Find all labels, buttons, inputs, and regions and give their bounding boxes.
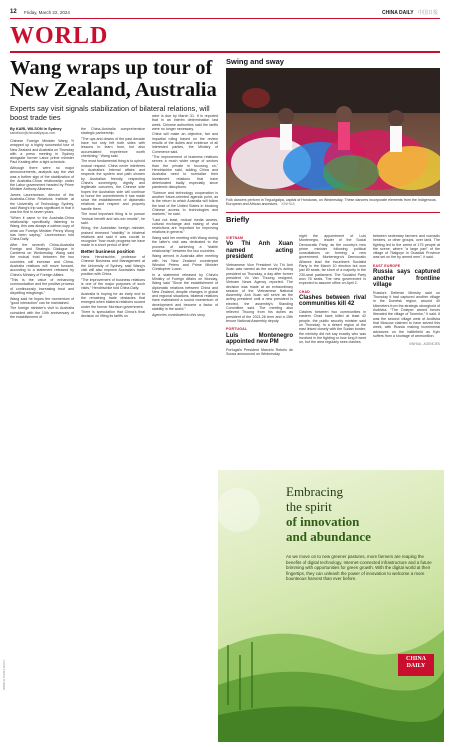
logo-text-2: DAILY	[406, 663, 426, 669]
briefly-col-2	[299, 234, 366, 465]
paragraph: "The improvement of business relations is one of the major purposes of such visits," Hendrischke told China Daily.	[81, 277, 145, 291]
byline: By KARL WILSON in Sydney	[10, 127, 62, 131]
paragraph: wine is due by March 31. It is reported that in an interim determination last week, Chinese authorities said the tariffs were no longer necessary.	[152, 114, 218, 131]
feature-block	[226, 57, 440, 207]
paragraph: "Last not least, mutual media access, cultural exchange and easing of visa restrictions are important for improving relations in general."	[152, 217, 218, 235]
brief-body: Russia's Defense Ministry said on Thursday it had captured another village in the Donetsk region, around 40 kilometers from the strategic stronghold of Avdiivka. "The Dnieper armed forces liberated the village of Tonenke," it said. It was the second village west of Avdiivka that Moscow claimed to have seized this week, with Russia making incremental advances on the battlefield as Kyiv suffers from a shortage of ammunition.	[373, 290, 440, 338]
caption-text: Folk dancers perform in Tegucigalpa, capital of Honduras, on Wednesday. These dancers incorporate elements from the Indigenous, European and African ancestors.	[226, 198, 437, 207]
paragraph: "The improvement of business relations serves a much wider range of sectors than the private in focusing on," Hendrischke said, adding China and Australia need to normalize their investment relations that have deteriorated badly especially since pandemic disruptions.	[152, 155, 218, 190]
paragraph: Wang said her meeting with Wang during the latter's visit was dedicated to the process of achieving a "stable relationship" between the two countries.	[152, 235, 218, 253]
paragraph: the China-Australia comprehensive strategic partnership.	[81, 127, 145, 136]
main-headline: Wang wraps up tour of New Zealand, Australia	[10, 57, 217, 101]
paragraph: "This is the value of enhancing communication and the positive process of continuously increasing trust and dispelling misgivings."	[10, 278, 74, 296]
feature-title: Swing and sway	[226, 57, 284, 66]
paragraph: The most fundamental thing is to uphold mutual respect. China never interferes in Australia's internal affairs and respects the system and path chosen by Australian friendly, respecting China's sovereignty, dignity and legitimate concerns, the Chinese side hopes the Australian side will continue to honor the commitments it has made since the establishment of diplomatic relations and respect and properly handle them.	[81, 159, 145, 211]
paragraph: Although there were no major announcements, analysts say the visit was a further sign of the stabilization of the Australia-China relationship under the Labor government headed by Prime Minister Anthony Albanese.	[10, 165, 74, 192]
region-label: VIETNAM	[226, 236, 244, 240]
paragraph: Hans Hendrischke, professor of Chinese Business and Management at the University of Sydney, said Wang's visit will also improve Australia's trade position with China.	[81, 255, 145, 277]
paragraph: Wang said he hopes the momentum of "good interaction" can be maintained.	[10, 296, 74, 305]
paragraph: The foreign minister's visit to Australia coincided with the 10th anniversary of the establishment of	[10, 306, 74, 319]
page-number: 12	[10, 9, 17, 15]
paragraph: Wong, the Australian foreign minister, praised renewed "stability" in bilateral relations and said it was crucial to recognize "how much progress we have made in a short period of time".	[81, 226, 145, 248]
paragraph: Australia is hoping for an early end to the remaining trade obstacles that emerged when bilateral relations soured under the former Morrison government.	[81, 291, 145, 309]
main-col-1	[10, 139, 74, 449]
paragraph: Wang arrived in Australia after meeting with his New Zealand counterpart Winston Peters and Prime Minister Christopher Luxon.	[152, 254, 218, 272]
brief-body: between sedentary farmers and nomadic herders, or other groups, over land. The fighting led to the arrest of 175 people at the scene, where "a large part" of the village of Tilalgoye in Ouaddai Province was set on fire by armed men", it said.	[373, 234, 440, 260]
feature-caption	[226, 198, 440, 206]
agency-note: Agencies contributed to this story.	[152, 312, 206, 317]
feature-divider	[226, 212, 440, 213]
brief-body: Vietnamese Vice President Vo Thi Anh Xuan was named as the country's acting president on Thursday, a day after former president Vo Van Thuong resigned, Vietnam News Agency reported. The decision was made at an extraordinary session of the Vietnamese National Assembly. Anh Xuan will serve as the acting president until a new president is elected, the assembly's Standing Committee said. The meeting also relieved Thuong from his duties as president of the 2021-26 term and a 15th tenure National Assembly deputy.	[226, 263, 293, 323]
brief-body: night the appointment of Luis Montenegro, leader of the Social Democratic Party, as the country's new prime minister following political consultations on forming a new government. Montenegro's Democratic Alliance lead the incumbent Socialist Party in the March 10 election but won just 80 seats, far short of a majority in the 230-seat parliament. The Socialist Party won 78 seats. The new government is expected to assume office on April 2.	[299, 234, 366, 286]
paragraph: After the seventh China-Australia Foreign and Strategic Dialogue in Canberra on Wednesday, Wang said the mutual trust between the two countries will increase and China-Australia relations will move forward, according to a statement released by China's Ministry of Foreign Affairs.	[10, 242, 74, 277]
main-col-2	[81, 127, 145, 449]
brief-headline: Russia says captured another frontline village	[373, 269, 440, 289]
paragraph: There is speculation that China's final decision on lifting its tariffs on	[81, 310, 145, 319]
byline-block	[10, 127, 74, 135]
paragraph: James Laurenceson, director of the Australia-China Relations Institute at the University of Technology Sydney, said Wang's trip was significant in that it was the first in seven years.	[10, 192, 74, 215]
ad-line-3: of innovation	[286, 514, 360, 529]
region-label: CHAD	[299, 289, 310, 294]
edge-vertical-text: WORLD CHINA DAILY	[2, 659, 6, 690]
subheading: Better business position	[81, 248, 135, 254]
header-rule	[10, 18, 440, 19]
brand-name: CHINA DAILY	[382, 10, 414, 16]
brief-body: Clashes between two communities in eastern Chad have killed at least 42 people, the public security minister said on Thursday. In a desert region of the east linked closely with the Sudan border, the ministry did not say exactly who was involved in the fighting or how long it went on, but the area regularly sees clashes	[299, 310, 366, 345]
brief-body: Portugal's President Marcelo Rebelo de Sousa announced on Wednesday	[226, 347, 293, 357]
paragraph: The most important thing is to pursue "mutual benefit and win-win results", he said.	[81, 212, 145, 225]
main-story	[10, 57, 218, 747]
brief-headline: Clashes between rival communities kill 42	[299, 294, 366, 308]
header-brand	[382, 9, 438, 16]
paragraph: In a statement released by China's Ministry of Foreign Affairs on Monday, Wang said "Since the establishment of diplomatic relations between China and New Zealand, despite changes in global and regional situations, bilateral relations have maintained a sound momentum of development and become a factor of stability in the world."	[152, 272, 218, 312]
briefly-credit: XINHUA - AGENCIES	[409, 342, 440, 347]
byline-email: karlwilson@chinadailyapac.com	[10, 131, 56, 135]
brand-name-cn: 中国日报	[417, 10, 438, 16]
briefly-col-3	[373, 234, 440, 465]
ad-line-2: the spirit	[286, 499, 332, 514]
main-deck: Experts say visit signals stabilization of bilateral relations, will boost trade ties	[10, 104, 210, 122]
paragraph: "When it came to the Australia-China relationship specifically, listening to Wang, this was always a carbon copy of what our Foreign Minister Penny Wong has been saying," Laurenceson told China Daily.	[10, 215, 74, 242]
advertisement	[218, 470, 444, 742]
ad-body: As we move on to new greener pastures, more farmers are reaping the benefits of digital technology. Internet-connected infrastructure and a future brimming with opportunities for green growth. With the digital world at their fingertips, they can unleash the power of innovation to welcome a more bounteous harvest than ever before.	[286, 554, 432, 582]
brief-headline: Vo Thi Anh Xuan named acting president	[226, 241, 293, 261]
photo-credit: XINHUA	[281, 202, 295, 207]
logo-text-1: CHINA	[405, 656, 426, 662]
region-label: PORTUGAL	[226, 327, 248, 332]
dancers-illustration	[226, 68, 440, 196]
main-col-3	[152, 114, 218, 449]
region-label: EAST EUROPE	[373, 263, 401, 268]
paragraph: "Science and technology cooperation is another future-oriented agenda point, as is the return to which Australia will follow the lead of the United States in blocking Chinese access to technologies and markets," he said.	[152, 190, 218, 217]
brief-headline: Luis Montenegro appointed new PM	[226, 332, 293, 346]
section-title: WORLD	[10, 23, 109, 49]
briefly-col-1	[226, 234, 293, 465]
section-rule	[10, 51, 440, 53]
ad-line-4: and abundance	[286, 529, 371, 544]
ad-line-1: Embracing	[286, 484, 344, 499]
ad-headline	[286, 484, 436, 544]
issue-date: Friday, March 22, 2024	[24, 9, 70, 15]
briefly-section	[226, 215, 440, 465]
paragraph: Chinese Foreign Minister Wang Yi wrapped up a highly successful tour of New Zealand and Australia on Thursday with a press meeting in Sydney alongside former Labor prime minister Paul Keating after a tight schedule.	[10, 139, 74, 165]
paragraph: China will make an objective, fair and impartial ruling based on the review results of the duties and evidence of all interested parties, the Ministry of Commerce said.	[152, 132, 218, 154]
china-daily-logo	[398, 654, 434, 676]
paragraph: "The ups and downs of the past decade have not only left both sides with lessons to learn from, but also accumulated experience worth cherishing," Wang said.	[81, 136, 145, 158]
feature-photo	[226, 68, 440, 196]
briefly-title: Briefly	[226, 215, 250, 224]
